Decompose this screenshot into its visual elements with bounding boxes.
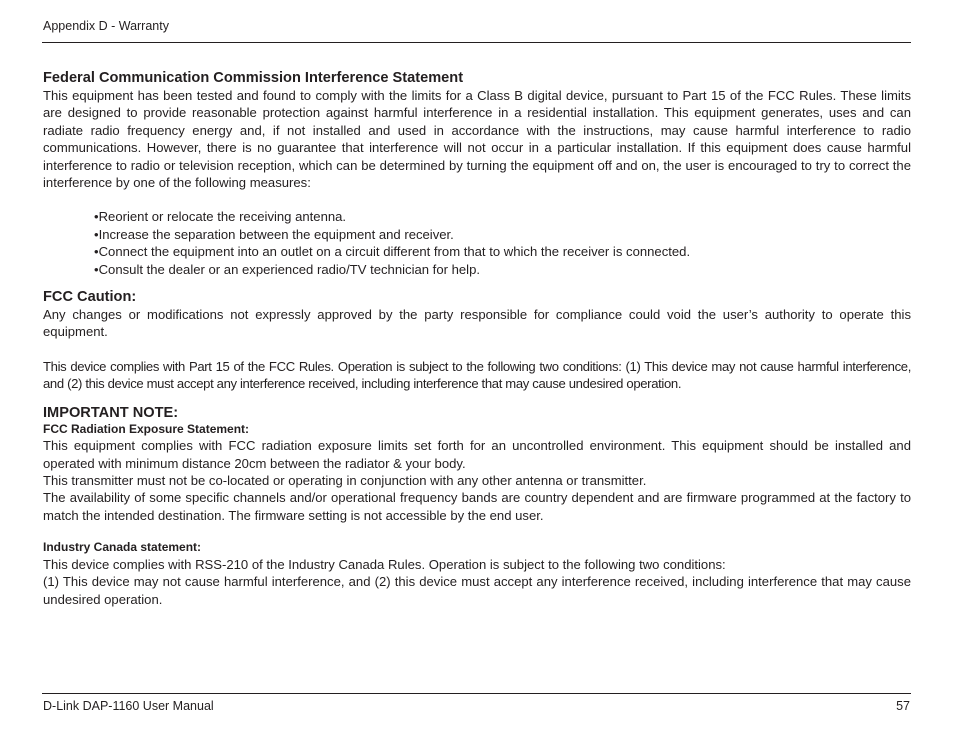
important-note-title: IMPORTANT NOTE: xyxy=(43,404,179,421)
list-item: • Reorient or relocate the receiving antenna. xyxy=(94,208,911,225)
industry-canada-line2: (1) This device may not cause harmful interference, and (2) this device must accept any interference received, including interference that may cause undesired operation. xyxy=(43,574,911,607)
industry-canada-line1: This device complies with RSS-210 of the Industry Canada Rules. Operation is subject to the following two conditions: xyxy=(43,556,726,572)
industry-canada-title: Industry Canada statement: xyxy=(43,540,202,555)
fcc-statement-body: This equipment has been tested and found to comply with the limits for a Class B digital device, pursuant to Part 15 of the FCC Rules. These limits are designed to provide reasonable protection against harmful interference in a residential installation. This equipment generates, uses and can radiate radio frequency energy and, if not installed and used in accordance with the instructions, may cause harmful interference to radio communications. However, there is no guarantee that interference will not occur in a particular installation. If this equipment does cause harmful interference to radio or television reception, which can be determined by turning the equipment off and on, the user is encouraged to try to correct the interference by one of the following measures: xyxy=(43,88,911,191)
list-item: • Connect the equipment into an outlet on a circuit different from that to which the receiver is connected. xyxy=(94,243,911,260)
fcc-compliance-statement: This device complies with Part 15 of the FCC Rules. Operation is subject to the following two conditions: (1) This device may not cause harmful interference, and (2) this device must accept any interference received, including interference that may cause undesired operation. xyxy=(43,358,911,392)
measures-list xyxy=(43,208,911,278)
page-content xyxy=(43,69,911,608)
fcc-caution-body: Any changes or modifications not expressly approved by the party responsible for compliance could void the user’s authority to operate this equipment. xyxy=(43,307,911,340)
firmware-statement: The availability of some specific channels and/or operational frequency bands are country dependent and are firmware programmed at the factory to match the intended destination. The firmware setting is not accessible by the end user. xyxy=(43,490,911,523)
page-number: 57 xyxy=(896,699,910,713)
radiation-exposure-subtitle: FCC Radiation Exposure Statement: xyxy=(43,421,250,436)
manual-title: D-Link DAP-1160 User Manual xyxy=(43,699,214,713)
fcc-statement-title: Federal Communication Commission Interference Statement xyxy=(43,70,464,86)
fcc-caution-title: FCC Caution: xyxy=(43,289,137,306)
list-item: • Consult the dealer or an experienced radio/TV technician for help. xyxy=(94,261,911,278)
radiation-exposure-body: This equipment complies with FCC radiation exposure limits set forth for an uncontrolled environment. This equipment should be installed and operated with minimum distance 20cm between the radiator & your body. xyxy=(43,438,911,471)
section-header: Appendix D - Warranty xyxy=(43,19,169,33)
colocation-statement: This transmitter must not be co-located or operating in conjunction with any other antenna or transmitter. xyxy=(43,473,647,488)
footer-divider xyxy=(42,693,911,694)
list-item: • Increase the separation between the equipment and receiver. xyxy=(94,226,911,243)
header-divider xyxy=(42,42,911,43)
